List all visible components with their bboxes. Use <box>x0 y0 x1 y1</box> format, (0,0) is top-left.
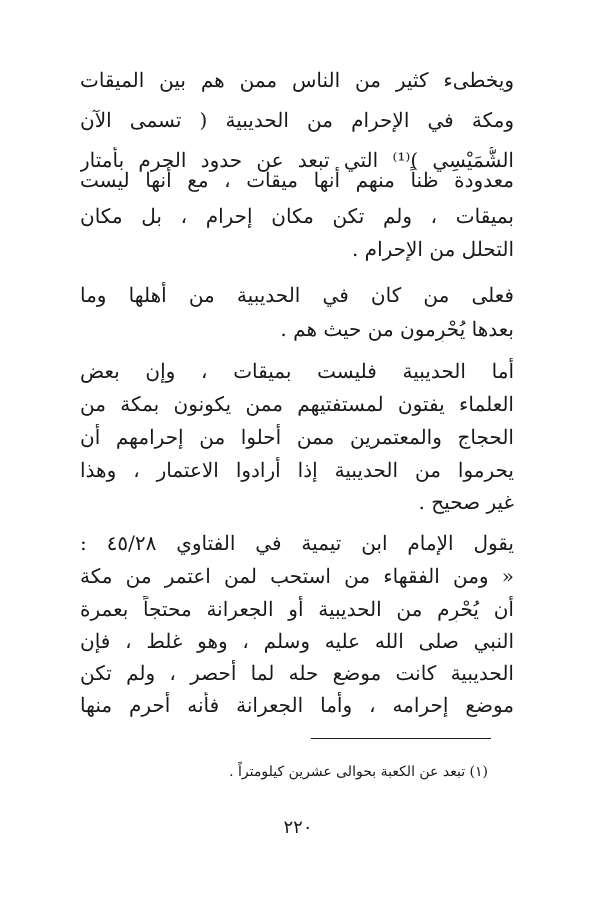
paragraph-4-line-4: النبي صلى الله عليه وسلم ، وهو غلط ، فإن <box>80 629 514 653</box>
paragraph-4-line-3: أن يُحْرِم من الحديبية أو الجعرانة محتجاً بعمرة <box>80 597 514 621</box>
paragraph-3-line-2: العلماء يفتون لمستفتيهم ممن يكونون بمكة من <box>80 392 514 416</box>
paragraph-1-line-5: بميقات ، ولم تكن مكان إحرام ، بل مكان <box>80 204 514 228</box>
paragraph-4-line-6: موضع إحرامه ، وأما الجعرانة فأنه أحرم منها <box>80 693 514 717</box>
page-number: ٢٢٠ <box>283 817 313 838</box>
paragraph-1-line-6: التحلل من الإحرام . <box>351 237 514 261</box>
paragraph-1-line-4: معدودة ظناً منهم أنها ميقات ، مع أنها ليست <box>80 168 514 192</box>
footnote-separator <box>311 738 491 739</box>
paragraph-1-line-3: الشُّمَيْسِي )⁽¹⁾ التي تبعد عن حدود الحرم بأمتار <box>80 148 514 172</box>
footnote: (١) تبعد عن الكعبة بحوالى عشرين كيلومتراً . <box>229 764 488 780</box>
paragraph-4-line-2: « ومن الفقهاء من استحب لمن اعتمر من مكة <box>80 564 514 588</box>
paragraph-2-line-1: فعلى من كان في الحديبية من أهلها وما <box>80 283 514 307</box>
paragraph-4-line-5: الحديبية كانت موضع حله لما أحصر ، ولم تكن <box>80 661 514 685</box>
paragraph-3-line-1: أما الحديبية فليست بميقات ، وإن بعض <box>80 359 514 383</box>
paragraph-1-line-1: ويخطىء كثير من الناس ممن هم بين الميقات <box>80 68 514 92</box>
paragraph-3-line-4: يحرموا من الحديبية إذا أرادوا الاعتمار ، وهذا <box>80 458 514 482</box>
paragraph-2-line-2: بعدها يُحْرِمون من حيث هم . <box>280 317 514 341</box>
paragraph-1-line-2: ومكة في الإحرام من الحديبية ( تسمى الآن <box>80 108 514 132</box>
paragraph-3-line-3: الحجاج والمعتمرين ممن أحلوا من إحرامهم أن <box>80 425 514 449</box>
paragraph-3-line-5: غير صحيح . <box>418 490 514 514</box>
paragraph-4-line-1: يقول الإمام ابن تيمية في الفتاوي ٤٥/٢٨ : <box>80 531 514 555</box>
